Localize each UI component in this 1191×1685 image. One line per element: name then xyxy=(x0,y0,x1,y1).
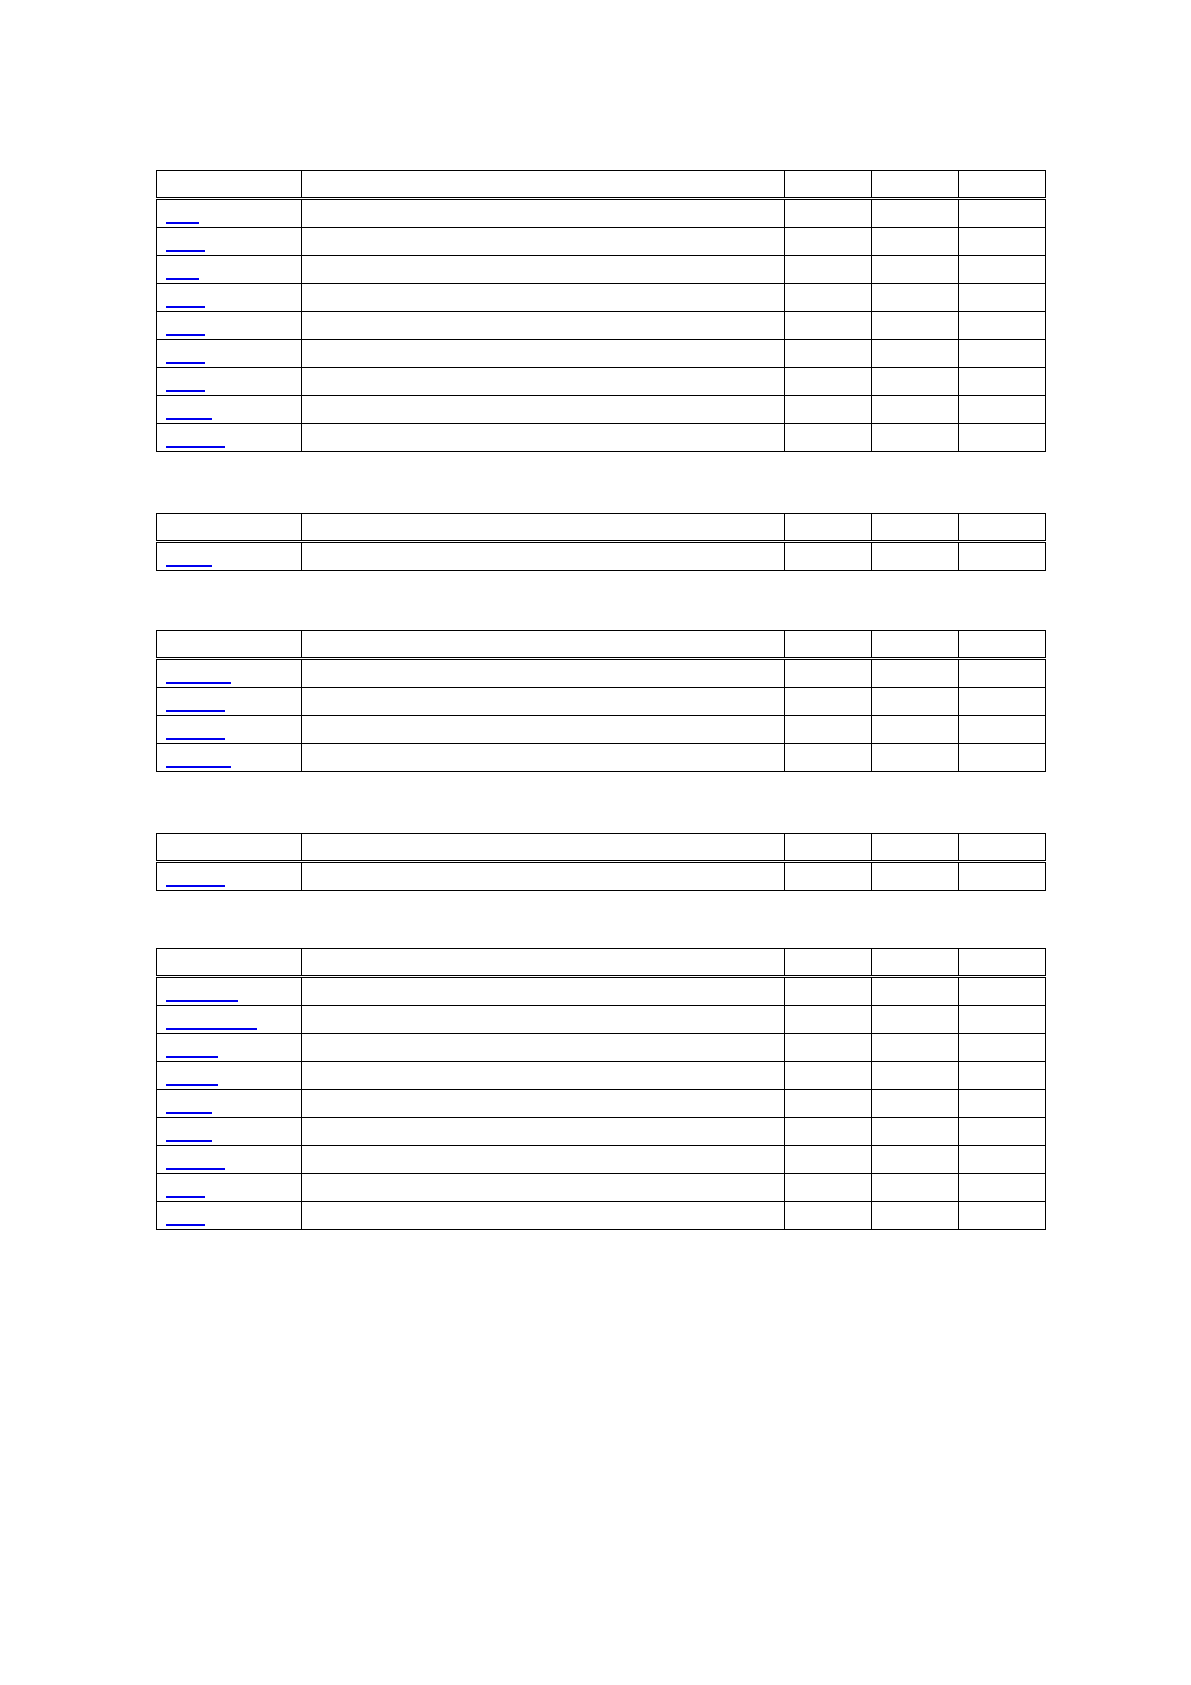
data-cell xyxy=(302,340,785,368)
table-row xyxy=(157,256,1046,284)
data-cell xyxy=(302,1202,785,1230)
row-link[interactable] xyxy=(166,1056,218,1058)
header-cell xyxy=(959,834,1046,862)
link-cell xyxy=(157,1006,302,1034)
data-cell xyxy=(959,659,1046,688)
header-cell xyxy=(959,514,1046,542)
table-row xyxy=(157,1202,1046,1230)
data-cell xyxy=(785,862,872,891)
table-row xyxy=(157,228,1046,256)
table-row xyxy=(157,977,1046,1006)
data-cell xyxy=(785,1090,872,1118)
row-link[interactable] xyxy=(166,362,205,364)
data-cell xyxy=(302,744,785,772)
data-cell xyxy=(959,424,1046,452)
row-link[interactable] xyxy=(166,306,205,308)
table-row xyxy=(157,744,1046,772)
row-link[interactable] xyxy=(166,885,225,887)
data-cell xyxy=(872,542,959,571)
header-cell xyxy=(302,949,785,977)
data-cell xyxy=(959,1146,1046,1174)
header-cell xyxy=(302,171,785,199)
data-cell xyxy=(785,340,872,368)
data-cell xyxy=(302,659,785,688)
table-row xyxy=(157,199,1046,228)
link-cell xyxy=(157,256,302,284)
data-cell xyxy=(302,312,785,340)
header-cell xyxy=(157,834,302,862)
table-row xyxy=(157,1034,1046,1062)
data-cell xyxy=(872,396,959,424)
link-cell xyxy=(157,424,302,452)
row-link[interactable] xyxy=(166,222,199,224)
data-cell xyxy=(872,716,959,744)
row-link[interactable] xyxy=(166,334,205,336)
link-cell xyxy=(157,977,302,1006)
data-cell xyxy=(302,199,785,228)
row-link[interactable] xyxy=(166,278,199,280)
data-cell xyxy=(872,1090,959,1118)
data-cell xyxy=(302,256,785,284)
entries-table xyxy=(156,630,1046,772)
data-cell xyxy=(872,424,959,452)
link-cell xyxy=(157,862,302,891)
data-cell xyxy=(959,284,1046,312)
data-cell xyxy=(959,1090,1046,1118)
table-row xyxy=(157,688,1046,716)
data-cell xyxy=(872,1118,959,1146)
table-row xyxy=(157,1062,1046,1090)
link-cell xyxy=(157,1118,302,1146)
data-cell xyxy=(872,1062,959,1090)
data-cell xyxy=(785,688,872,716)
data-cell xyxy=(959,1006,1046,1034)
data-cell xyxy=(302,1034,785,1062)
header-cell xyxy=(785,514,872,542)
link-cell xyxy=(157,340,302,368)
data-cell xyxy=(302,396,785,424)
link-cell xyxy=(157,1174,302,1202)
data-cell xyxy=(785,312,872,340)
data-cell xyxy=(872,1146,959,1174)
data-cell xyxy=(785,744,872,772)
data-cell xyxy=(785,716,872,744)
table-row xyxy=(157,659,1046,688)
link-cell xyxy=(157,1062,302,1090)
table-row xyxy=(157,542,1046,571)
data-cell xyxy=(872,659,959,688)
link-cell xyxy=(157,744,302,772)
table-row xyxy=(157,1118,1046,1146)
data-cell xyxy=(785,368,872,396)
data-cell xyxy=(785,228,872,256)
data-cell xyxy=(872,977,959,1006)
table-row xyxy=(157,1174,1046,1202)
header-cell xyxy=(157,514,302,542)
data-cell xyxy=(785,1034,872,1062)
link-cell xyxy=(157,716,302,744)
data-cell xyxy=(872,284,959,312)
header-cell xyxy=(872,171,959,199)
header-cell xyxy=(785,171,872,199)
data-cell xyxy=(872,862,959,891)
table-header-row xyxy=(157,631,1046,659)
entries-table xyxy=(156,170,1046,452)
data-cell xyxy=(785,542,872,571)
data-cell xyxy=(959,1062,1046,1090)
data-cell xyxy=(959,542,1046,571)
header-cell xyxy=(872,514,959,542)
row-link[interactable] xyxy=(166,1112,212,1114)
data-cell xyxy=(959,368,1046,396)
link-cell xyxy=(157,312,302,340)
row-link[interactable] xyxy=(166,418,212,420)
header-cell xyxy=(959,631,1046,659)
link-cell xyxy=(157,396,302,424)
table-row xyxy=(157,340,1046,368)
row-link[interactable] xyxy=(166,1084,218,1086)
data-cell xyxy=(872,688,959,716)
table-row xyxy=(157,368,1046,396)
data-cell xyxy=(785,1174,872,1202)
header-cell xyxy=(157,631,302,659)
entries-table xyxy=(156,833,1046,891)
data-cell xyxy=(302,368,785,396)
header-cell xyxy=(959,949,1046,977)
link-cell xyxy=(157,199,302,228)
table-row xyxy=(157,396,1046,424)
data-cell xyxy=(959,1202,1046,1230)
row-link[interactable] xyxy=(166,1196,205,1198)
table-header-row xyxy=(157,171,1046,199)
table-row xyxy=(157,284,1046,312)
data-cell xyxy=(872,256,959,284)
header-cell xyxy=(157,949,302,977)
link-cell xyxy=(157,1090,302,1118)
row-link[interactable] xyxy=(166,766,231,768)
entries-table xyxy=(156,513,1046,571)
header-cell xyxy=(872,834,959,862)
header-cell xyxy=(872,949,959,977)
header-cell xyxy=(302,631,785,659)
data-cell xyxy=(959,256,1046,284)
data-cell xyxy=(872,1034,959,1062)
entries-table xyxy=(156,948,1046,1230)
table-row xyxy=(157,1006,1046,1034)
data-cell xyxy=(959,1174,1046,1202)
data-cell xyxy=(959,1118,1046,1146)
header-cell xyxy=(302,514,785,542)
data-cell xyxy=(785,256,872,284)
link-cell xyxy=(157,1146,302,1174)
data-cell xyxy=(302,688,785,716)
data-cell xyxy=(785,396,872,424)
data-cell xyxy=(785,977,872,1006)
table-header-row xyxy=(157,514,1046,542)
data-cell xyxy=(785,1062,872,1090)
data-cell xyxy=(872,744,959,772)
data-cell xyxy=(959,716,1046,744)
link-cell xyxy=(157,284,302,312)
data-cell xyxy=(302,977,785,1006)
data-cell xyxy=(959,199,1046,228)
row-link[interactable] xyxy=(166,1000,238,1002)
table-row xyxy=(157,1146,1046,1174)
link-cell xyxy=(157,228,302,256)
data-cell xyxy=(785,284,872,312)
data-cell xyxy=(872,1006,959,1034)
link-cell xyxy=(157,368,302,396)
table-header-row xyxy=(157,949,1046,977)
table-row xyxy=(157,716,1046,744)
data-cell xyxy=(872,312,959,340)
data-cell xyxy=(959,688,1046,716)
header-cell xyxy=(872,631,959,659)
data-cell xyxy=(872,228,959,256)
data-cell xyxy=(959,312,1046,340)
data-cell xyxy=(302,228,785,256)
header-cell xyxy=(785,834,872,862)
data-cell xyxy=(959,862,1046,891)
header-cell xyxy=(785,631,872,659)
data-cell xyxy=(302,424,785,452)
row-link[interactable] xyxy=(166,250,205,252)
data-cell xyxy=(785,1006,872,1034)
row-link[interactable] xyxy=(166,1168,225,1170)
data-cell xyxy=(959,744,1046,772)
data-cell xyxy=(302,284,785,312)
data-cell xyxy=(872,199,959,228)
data-cell xyxy=(785,1146,872,1174)
header-cell xyxy=(302,834,785,862)
data-cell xyxy=(959,228,1046,256)
data-cell xyxy=(872,340,959,368)
row-link[interactable] xyxy=(166,1028,257,1030)
data-cell xyxy=(959,1034,1046,1062)
link-cell xyxy=(157,688,302,716)
data-cell xyxy=(872,1202,959,1230)
data-cell xyxy=(302,862,785,891)
row-link[interactable] xyxy=(166,1224,205,1226)
data-cell xyxy=(785,1202,872,1230)
row-link[interactable] xyxy=(166,682,231,684)
data-cell xyxy=(302,1090,785,1118)
data-cell xyxy=(959,977,1046,1006)
header-cell xyxy=(785,949,872,977)
data-cell xyxy=(959,396,1046,424)
data-cell xyxy=(302,1174,785,1202)
row-link[interactable] xyxy=(166,738,225,740)
data-cell xyxy=(959,340,1046,368)
link-cell xyxy=(157,542,302,571)
table-header-row xyxy=(157,834,1046,862)
link-cell xyxy=(157,1034,302,1062)
data-cell xyxy=(785,1118,872,1146)
table-row xyxy=(157,312,1046,340)
row-link[interactable] xyxy=(166,390,205,392)
data-cell xyxy=(785,199,872,228)
data-cell xyxy=(785,659,872,688)
data-cell xyxy=(302,716,785,744)
link-cell xyxy=(157,659,302,688)
table-row xyxy=(157,424,1046,452)
data-cell xyxy=(302,1146,785,1174)
table-row xyxy=(157,862,1046,891)
data-cell xyxy=(302,1006,785,1034)
header-cell xyxy=(157,171,302,199)
data-cell xyxy=(872,368,959,396)
data-cell xyxy=(302,542,785,571)
row-link[interactable] xyxy=(166,710,225,712)
data-cell xyxy=(785,424,872,452)
data-cell xyxy=(302,1062,785,1090)
header-cell xyxy=(959,171,1046,199)
data-cell xyxy=(872,1174,959,1202)
row-link[interactable] xyxy=(166,446,225,448)
link-cell xyxy=(157,1202,302,1230)
table-row xyxy=(157,1090,1046,1118)
row-link[interactable] xyxy=(166,565,212,567)
row-link[interactable] xyxy=(166,1140,212,1142)
data-cell xyxy=(302,1118,785,1146)
